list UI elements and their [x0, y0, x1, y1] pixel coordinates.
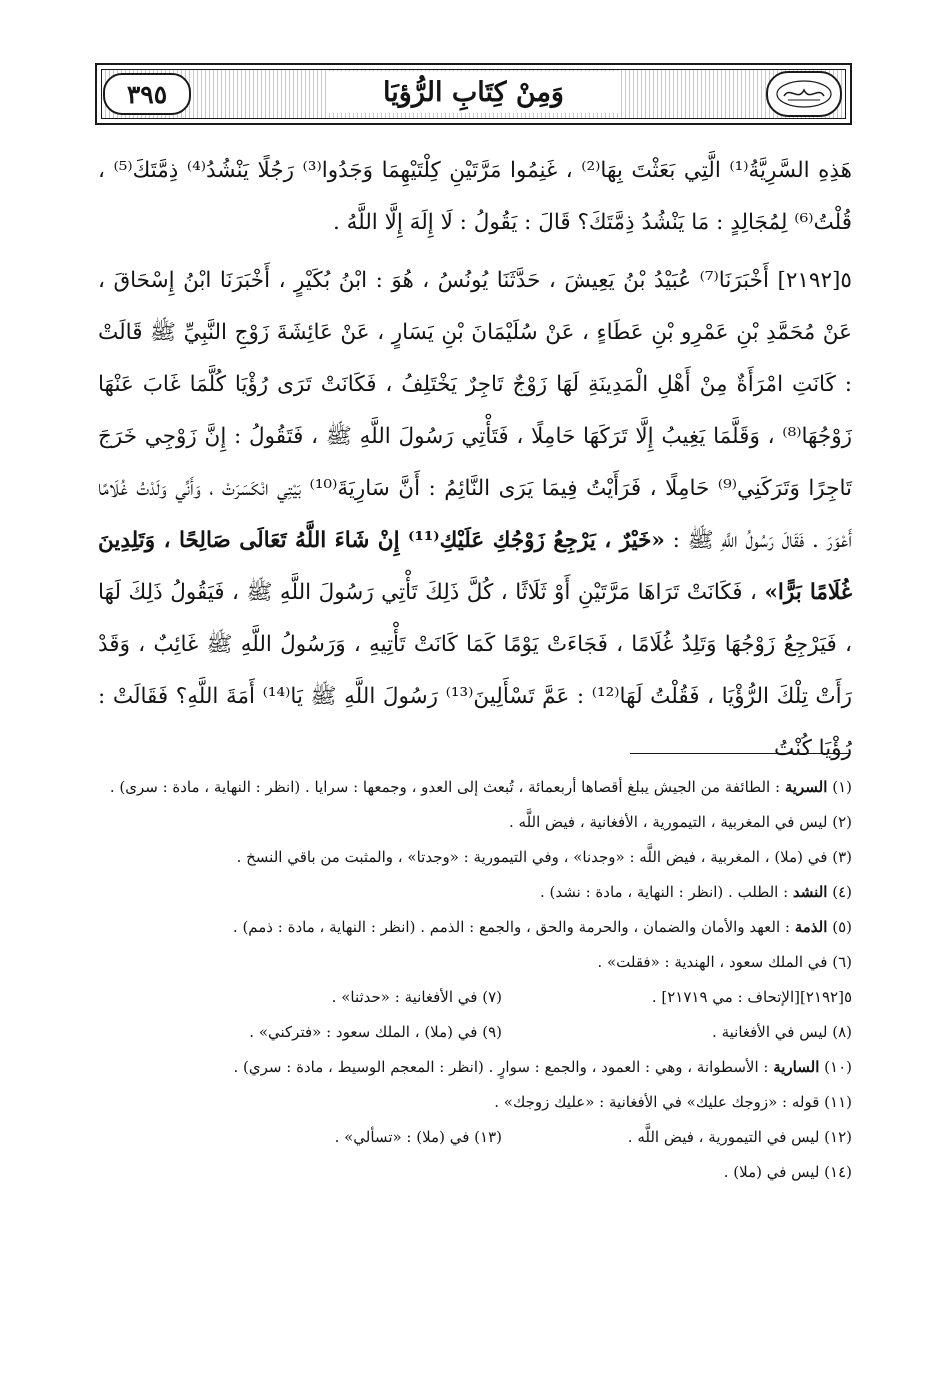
prophet-speech: «خَيْرٌ ، يَرْجِعُ زَوْجُكِ عَلَيْكِ⁽¹¹⁾ إِنْ شَاءَ اللَّهُ تَعَالَى صَالِحًا ، وَتَلِدِينَ غُلَامًا بَرًّا»	[98, 528, 852, 605]
footnote-14: (١٤) ليس في (ملا) .	[723, 1163, 852, 1181]
hadith-paragraph	[98, 255, 852, 775]
paragraph-continuation: هَذِهِ السَّرِيَّةُ⁽¹⁾ الَّتِي بَعَثْتَ بِهَا⁽²⁾ ، غَنِمُوا مَرَّتَيْنِ كِلْتَيْهِمَا وَجَدُوا⁽³⁾ رَجُلًا يَنْشُدُ⁽⁴⁾ ذِمَّتَكَ⁽⁵⁾ ، قُلْتُ⁽⁶⁾ لِمُجَالِدٍ : مَا يَنْشُدُ ذِمَّتَكَ؟ قَالَ : يَقُولُ : لَا إِلَهَ إِلَّا اللَّهُ .	[98, 158, 852, 235]
footnote-12: (١٢) ليس في التيمورية ، فيض اللَّه .	[627, 1128, 852, 1146]
footnote-1	[98, 770, 852, 805]
footnote-number: (٤)	[832, 883, 852, 901]
hadith-text-part-1: أَخْبَرَنَا⁽⁷⁾ عُبَيْدُ بْنُ يَعِيشَ ، حَدَّثَنَا يُونُسُ ، هُوَ : ابْنُ بُكَيْرٍ ، أَخْبَرَنَا ابْنُ إِسْحَاقَ ، عَنْ مُحَمَّدِ بْنِ عَمْرِو بْنِ عَطَاءٍ ، عَنْ سُلَيْمَانَ بْنِ يَسَارٍ ، عَنْ عَائِشَةَ زَوْجِ النَّبِيِّ ﷺ قَالَتْ : كَانَتِ امْرَأَةٌ مِنْ أَهْلِ الْمَدِينَةِ لَهَا زَوْجٌ تَاجِرٌ يَخْتَلِفُ ، فَكَانَتْ تَرَى رُؤْيَا كُلَّمَا غَابَ عَنْهَا زَوْجُهَا⁽⁸⁾ ، وَقَلَّمَا يَغِيبُ إِلَّا تَرَكَهَا حَامِلًا ، فَتَأْتِي رَسُولَ اللَّهِ ﷺ ، فَتَقُولُ : إِنَّ زَوْجِي خَرَجَ تَاجِرًا وَتَرَكَنِي⁽⁹⁾ حَامِلًا ، فَرَأَيْتُ فِيمَا يَرَى النَّائِمُ : أَنَّ سَارِيَةَ⁽¹⁰⁾ بَيْتِي انْكَسَرَتْ ، وَأَنِّي وَلَدْتُ غُلَامًا أَعْوَرَ . فَقَالَ رَسُولُ اللَّهِ ﷺ :	[98, 268, 852, 553]
footnote-11: (١١) قوله : «زوجك عليك» في الأفغانية : «عليك زوجك» .	[494, 1093, 852, 1111]
footnote-text: : الأسطوانة ، وهي : العمود ، والجمع : سوارٍ . (انظر : المعجم الوسيط ، مادة : سري) .	[233, 1058, 769, 1076]
footnote-divider	[630, 753, 850, 754]
page-number: ٣٩٥	[103, 73, 191, 115]
footnote-row-12-13	[98, 1120, 852, 1155]
footnote-2: (٢) ليس في المغربية ، التيمورية ، الأفغانية ، فيض اللَّه .	[508, 813, 852, 831]
footnote-term: النشد	[792, 883, 828, 901]
footnote-ithaf: ٥[٢١٩٢][الإتحاف : مي ٢١٧١٩] .	[651, 988, 852, 1006]
footnote-10	[98, 1050, 852, 1085]
footnote-7: (٧) في الأفغانية : «حدثنا» .	[331, 988, 502, 1006]
footnotes	[98, 770, 852, 1190]
footnote-row-ithaf-7	[98, 980, 852, 1015]
footnote-4	[98, 875, 852, 910]
hadith-text-part-2: ، فَكَانَتْ تَرَاهَا مَرَّتَيْنِ أَوْ ثَلَاثًا ، كُلَّ ذَلِكَ تَأْتِي رَسُولَ اللَّهِ ﷺ ، فَيَقُولُ ذَلِكَ لَهَا ، فَيَرْجِعُ زَوْجُهَا وَتَلِدُ غُلَامًا ، فَجَاءَتْ يَوْمًا كَمَا كَانَتْ تَأْتِيهِ ، وَرَسُولُ اللَّهِ ﷺ غَائِبٌ ، وَقَدْ رَأَتْ تِلْكَ الرُّؤْيَا ، فَقُلْتُ لَهَا⁽¹²⁾ : عَمَّ تَسْأَلِينَ⁽¹³⁾ رَسُولَ اللَّهِ ﷺ يَا⁽¹⁴⁾ أَمَةَ اللَّهِ؟ فَقَالَتْ : رُؤْيَا كُنْتُ	[98, 580, 852, 761]
footnote-3: (٣) في (ملا) ، المغربية ، فيض اللَّه : «وجدنا» ، وفي التيمورية : «وجدتا» ، والمثبت من باقي النسخ .	[236, 848, 852, 866]
ornament-seal-icon	[766, 71, 842, 117]
footnote-6: (٦) في الملك سعود ، الهندية : «فقلت» .	[597, 953, 852, 971]
footnote-row-8-9	[98, 1015, 852, 1050]
footnote-number: (٥)	[832, 918, 852, 936]
footnote-9: (٩) في (ملا) ، الملك سعود : «فتركني» .	[249, 1023, 502, 1041]
footnote-term: الذمة	[794, 918, 828, 936]
page-header	[95, 63, 852, 125]
footnote-text: : الطائفة من الجيش يبلغ أقصاها أربعمائة ، تُبعث إلى العدو ، وجمعها : سرايا . (انظر : النهاية ، مادة : سرى) .	[109, 778, 781, 796]
footnote-term: السرية	[784, 778, 828, 796]
footnote-text: : العهد والأمان والضمان ، والحرمة والحق ، والجمع : الذمم . (انظر : النهاية ، مادة : ذمم) .	[232, 918, 790, 936]
footnote-8: (٨) ليس في الأفغانية .	[712, 1023, 852, 1041]
footnote-5	[98, 910, 852, 945]
footnote-13: (١٣) في (ملا) : «تسألي» .	[334, 1128, 502, 1146]
running-title: وَمِنْ كِتَابِ الرُّؤيَا	[329, 71, 619, 113]
main-text-block	[98, 145, 852, 775]
footnote-number: (١)	[832, 778, 852, 796]
footnote-number: (١٠)	[824, 1058, 852, 1076]
hadith-number: ٥[٢١٩٢]	[777, 268, 852, 293]
footnote-text: : الطلب . (انظر : النهاية ، مادة : نشد) .	[540, 883, 789, 901]
footnote-term: السارية	[773, 1058, 820, 1076]
